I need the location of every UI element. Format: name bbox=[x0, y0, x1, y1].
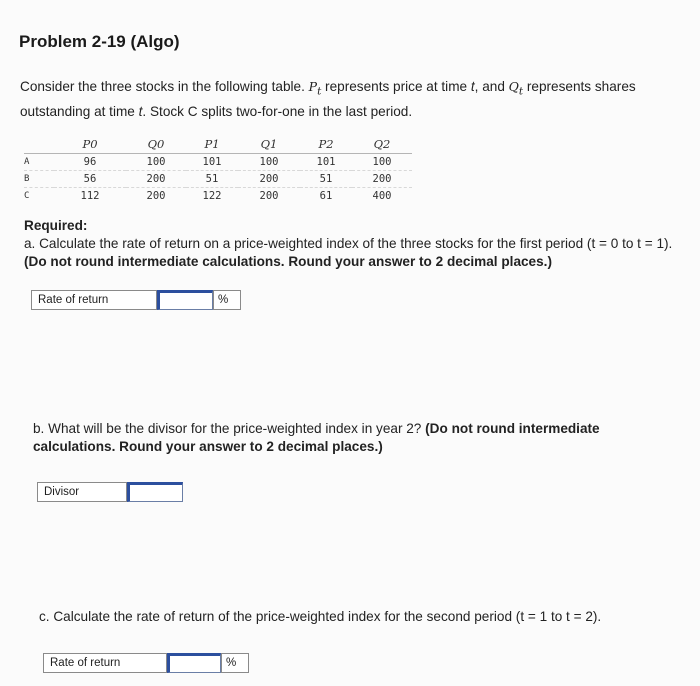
row-label: C bbox=[24, 191, 30, 201]
header-cell: P2 bbox=[318, 136, 334, 151]
intro-text-2: represents price at time bbox=[321, 79, 471, 94]
percent-unit-c: % bbox=[221, 653, 249, 673]
intro-text-1: Consider the three stocks in the following table. bbox=[20, 79, 309, 94]
table-cell: 200 bbox=[146, 190, 166, 202]
answer-a-label: Rate of return bbox=[31, 290, 157, 310]
table-cell: 400 bbox=[372, 190, 392, 202]
table-cell: 100 bbox=[352, 154, 412, 171]
table-cell: 101 bbox=[186, 154, 238, 171]
intro-text-3: , and bbox=[474, 79, 509, 94]
required-heading: Required: bbox=[24, 218, 88, 233]
table-cell: 100 bbox=[238, 154, 300, 171]
intro-text-5: . Stock C splits two-for-one in the last period. bbox=[142, 103, 413, 119]
table-cell: 101 bbox=[300, 154, 352, 171]
question-a-instruction: (Do not round intermediate calculations. Round your answer to 2 decimal places.) bbox=[24, 254, 552, 269]
table-row bbox=[24, 188, 412, 205]
divisor-input[interactable] bbox=[127, 482, 183, 502]
question-a-text: a. Calculate the rate of return on a price-weighted index of the three stocks for the first period (t = 0 to t = 1). bbox=[24, 236, 673, 251]
rate-of-return-c-input[interactable] bbox=[167, 653, 221, 673]
stock-table bbox=[24, 134, 412, 204]
row-label: B bbox=[24, 171, 54, 188]
question-c-text: c. Calculate the rate of return of the price-weighted index for the second period (t = 1 to t = 2). bbox=[39, 609, 602, 624]
table-header-row bbox=[24, 134, 412, 154]
answer-a-row bbox=[31, 290, 241, 310]
header-cell: P1 bbox=[204, 136, 220, 151]
answer-c-label: Rate of return bbox=[43, 653, 167, 673]
table-cell: 51 bbox=[186, 171, 238, 188]
table-cell: 200 bbox=[352, 171, 412, 188]
header-cell: P0 bbox=[82, 136, 98, 151]
table-cell: 56 bbox=[54, 171, 126, 188]
price-symbol: $P_t$ bbox=[308, 79, 322, 98]
table-cell: 112 bbox=[80, 190, 100, 202]
question-b-instruction: (Do not round intermediate calculations. Round your answer to 2 decimal places.) bbox=[33, 421, 600, 454]
required-section bbox=[24, 217, 674, 271]
table-cell: 200 bbox=[238, 171, 300, 188]
header-cell: Q1 bbox=[260, 136, 278, 151]
answer-b-label: Divisor bbox=[37, 482, 127, 502]
percent-unit-a: % bbox=[213, 290, 241, 310]
time-var-2: t bbox=[138, 103, 143, 119]
problem-title: Problem 2-19 (Algo) bbox=[19, 32, 180, 51]
intro-text-4: represents shares outstanding at time bbox=[20, 79, 636, 119]
question-b bbox=[33, 420, 653, 456]
problem-intro bbox=[20, 77, 660, 121]
header-cell: Q0 bbox=[147, 136, 165, 151]
table-cell: 122 bbox=[202, 190, 222, 202]
rate-of-return-a-input[interactable] bbox=[157, 290, 213, 310]
answer-b-row bbox=[37, 482, 183, 502]
question-c bbox=[39, 609, 659, 624]
row-label: A bbox=[24, 154, 54, 171]
table-cell: 200 bbox=[259, 190, 279, 202]
question-a bbox=[24, 235, 674, 271]
table-cell: 96 bbox=[54, 154, 126, 171]
header-cell: Q2 bbox=[373, 136, 391, 151]
table-cell: 61 bbox=[319, 190, 333, 202]
table-cell: 51 bbox=[300, 171, 352, 188]
shares-symbol: $Q_t$ bbox=[508, 79, 524, 98]
table-cell: 100 bbox=[126, 154, 186, 171]
question-b-text: b. What will be the divisor for the price-weighted index in year 2? bbox=[33, 421, 426, 436]
answer-c-row bbox=[43, 653, 249, 673]
header-cell bbox=[24, 134, 54, 154]
table-cell: 200 bbox=[126, 171, 186, 188]
time-var-1: t bbox=[470, 79, 475, 94]
table-row bbox=[24, 171, 412, 188]
table-row bbox=[24, 154, 412, 171]
